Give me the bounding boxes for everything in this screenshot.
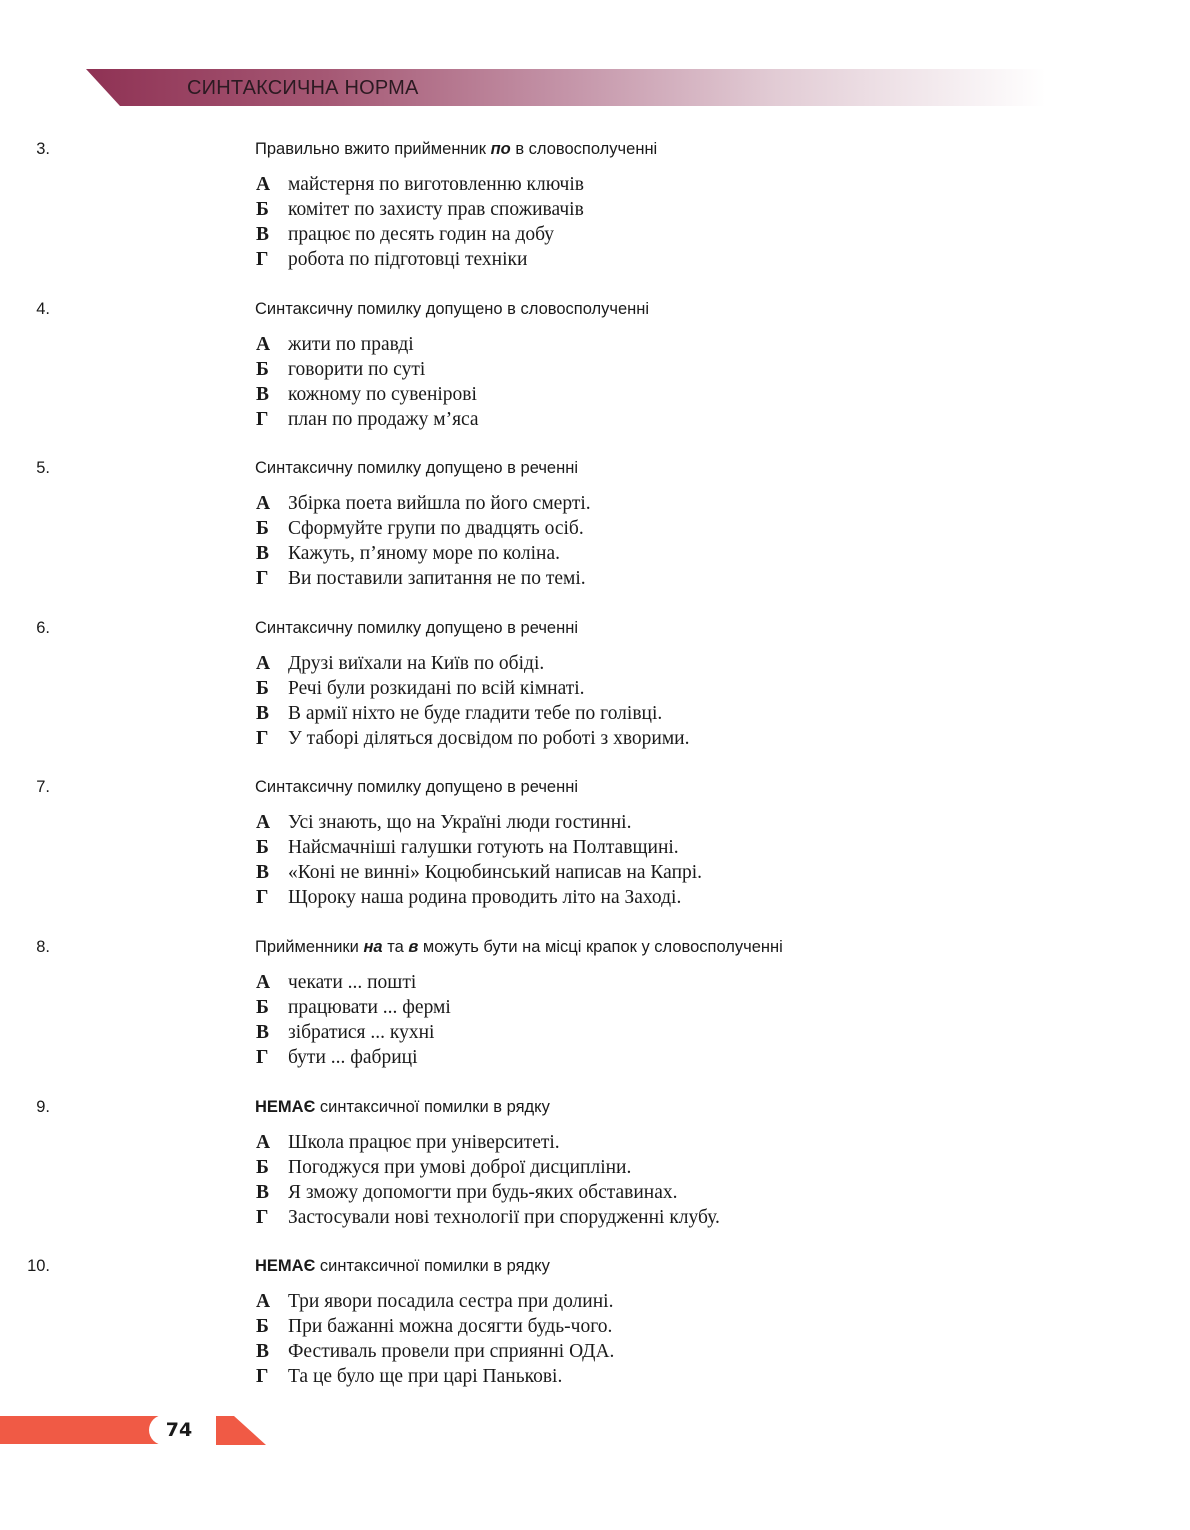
question-header [0, 1257, 1000, 1281]
option-letter: Г [256, 1047, 269, 1068]
option-letter: А [256, 174, 271, 195]
question-prompt: НЕМАЄ синтаксичної помилки в рядку [255, 1098, 550, 1116]
question-header [0, 1098, 1000, 1122]
option-v [256, 1339, 614, 1364]
preposition-keyword: на [363, 938, 383, 956]
option-v [256, 1020, 451, 1045]
option-h [256, 247, 584, 272]
option-letter: А [256, 493, 271, 514]
question-header [0, 300, 1000, 324]
answer-options [256, 172, 584, 272]
option-b [256, 676, 690, 701]
option-letter: Г [256, 1207, 269, 1228]
option-text: Три явори посадила сестра при долині. [288, 1291, 614, 1312]
option-letter: А [256, 653, 271, 674]
option-letter: А [256, 334, 271, 355]
question-header [0, 459, 1000, 483]
answer-options [256, 332, 479, 432]
option-letter: Б [256, 678, 269, 699]
option-h [256, 407, 479, 432]
option-a [256, 651, 690, 676]
option-letter: А [256, 1132, 271, 1153]
option-letter: Б [256, 997, 269, 1018]
answer-options [256, 810, 702, 910]
question-prompt: Правильно вжито прийменник по в словосполученні [255, 140, 658, 158]
option-a [256, 1130, 720, 1155]
option-letter: Г [256, 249, 269, 270]
section-title: СИНТАКСИЧНА НОРМА [187, 77, 419, 99]
option-h [256, 1045, 451, 1070]
option-text: працювати ... фермі [288, 997, 451, 1018]
question-prompt: Синтаксичну помилку допущено в словосполученні [255, 300, 650, 318]
option-b [256, 357, 479, 382]
option-text: майстерня по виготовленню ключів [288, 174, 584, 195]
option-b [256, 1155, 720, 1180]
option-text: Школа працює при університеті. [288, 1132, 560, 1153]
page-number: 74 [165, 1419, 193, 1441]
emphasis-word: НЕМАЄ [255, 1098, 316, 1116]
option-letter: В [256, 862, 270, 883]
option-text: Збірка поета вийшла по його смерті. [288, 493, 591, 514]
option-text: чекати ... пошті [288, 972, 417, 993]
option-text: кожному по сувенірові [288, 384, 477, 405]
answer-options [256, 651, 690, 751]
option-letter: В [256, 224, 270, 245]
option-v [256, 541, 591, 566]
footer-bar [0, 1416, 162, 1444]
option-letter: В [256, 703, 270, 724]
answer-options [256, 491, 591, 591]
option-letter: А [256, 972, 271, 993]
option-text: Фестиваль провели при сприянні ОДА. [288, 1341, 615, 1362]
option-h [256, 726, 690, 751]
option-letter: Г [256, 568, 269, 589]
option-text: Я зможу допомогти при будь-яких обставинах. [288, 1182, 678, 1203]
option-text: «Коні не винні» Коцюбинський написав на Капрі. [288, 862, 703, 883]
option-v [256, 701, 690, 726]
option-h [256, 566, 591, 591]
emphasis-word: НЕМАЄ [255, 1257, 316, 1275]
option-text: Усі знають, що на Україні люди гостинні. [288, 812, 632, 833]
option-letter: Г [256, 1366, 269, 1387]
option-letter: Г [256, 887, 269, 908]
option-text: план по продажу м’яса [288, 409, 479, 430]
option-text: При бажанні можна досягти будь-чого. [288, 1316, 613, 1337]
answer-options [256, 1289, 614, 1389]
option-h [256, 1364, 614, 1389]
question-number: 5. [36, 459, 50, 477]
question-header [0, 140, 1000, 164]
option-text: Та це було ще при царі Панькові. [288, 1366, 563, 1387]
question-number: 9. [36, 1098, 50, 1116]
option-a [256, 810, 702, 835]
footer-arrow-shape [216, 1416, 266, 1445]
option-letter: В [256, 1182, 270, 1203]
option-text: говорити по суті [288, 359, 426, 380]
question-prompt: Синтаксичну помилку допущено в реченні [255, 459, 578, 477]
option-b [256, 516, 591, 541]
option-letter: В [256, 1341, 270, 1362]
option-a [256, 1289, 614, 1314]
option-text: У таборі діляться досвідом по роботі з хворими. [288, 728, 690, 749]
question-prompt: НЕМАЄ синтаксичної помилки в рядку [255, 1257, 550, 1275]
option-v [256, 860, 702, 885]
option-text: робота по підготовці техніки [288, 249, 528, 270]
question-number: 4. [36, 300, 50, 318]
option-text: В армії ніхто не буде гладити тебе по голівці. [288, 703, 663, 724]
option-text: Погоджуся при умові доброї дисципліни. [288, 1157, 632, 1178]
answer-options [256, 1130, 720, 1230]
option-text: комітет по захисту прав споживачів [288, 199, 584, 220]
question-number: 8. [36, 938, 50, 956]
option-letter: В [256, 1022, 270, 1043]
question-prompt: Прийменники на та в можуть бути на місці крапок у словосполученні [255, 938, 783, 956]
question-header [0, 619, 1000, 643]
option-text: жити по правді [288, 334, 414, 355]
question-header [0, 778, 1000, 802]
option-text: зібратися ... кухні [288, 1022, 435, 1043]
option-text: Сформуйте групи по двадцять осіб. [288, 518, 584, 539]
option-letter: А [256, 1291, 271, 1312]
option-letter: В [256, 543, 270, 564]
option-text: Друзі виїхали на Київ по обіді. [288, 653, 545, 674]
option-text: бути ... фабриці [288, 1047, 418, 1068]
question-header [0, 938, 1000, 962]
option-a [256, 970, 451, 995]
option-letter: Б [256, 1316, 269, 1337]
option-letter: Г [256, 409, 269, 430]
option-letter: Г [256, 728, 269, 749]
question-prompt: Синтаксичну помилку допущено в реченні [255, 619, 578, 637]
option-text: Речі були розкидані по всій кімнаті. [288, 678, 585, 699]
option-h [256, 885, 702, 910]
option-text: Щороку наша родина проводить літо на Заході. [288, 887, 682, 908]
option-letter: Б [256, 359, 269, 380]
question-number: 7. [36, 778, 50, 796]
option-letter: Б [256, 837, 269, 858]
option-b [256, 835, 702, 860]
preposition-keyword: по [490, 140, 511, 158]
option-letter: Б [256, 1157, 269, 1178]
option-letter: Б [256, 518, 269, 539]
option-letter: А [256, 812, 271, 833]
option-text: Застосували нові технології при спорудженні клубу. [288, 1207, 720, 1228]
question-prompt: Синтаксичну помилку допущено в реченні [255, 778, 578, 796]
option-letter: В [256, 384, 270, 405]
option-text: Найсмачніші галушки готують на Полтавщині. [288, 837, 679, 858]
question-number: 10. [27, 1257, 50, 1275]
option-v [256, 222, 584, 247]
option-text: Ви поставили запитання не по темі. [288, 568, 586, 589]
answer-options [256, 970, 451, 1070]
option-v [256, 1180, 720, 1205]
option-a [256, 332, 479, 357]
option-text: працює по десять годин на добу [288, 224, 555, 245]
preposition-keyword: в [408, 938, 419, 956]
option-b [256, 995, 451, 1020]
question-number: 3. [36, 140, 50, 158]
option-a [256, 172, 584, 197]
option-v [256, 382, 479, 407]
option-h [256, 1205, 720, 1230]
option-a [256, 491, 591, 516]
option-text: Кажуть, п’яному море по коліна. [288, 543, 560, 564]
question-number: 6. [36, 619, 50, 637]
option-letter: Б [256, 199, 269, 220]
option-b [256, 197, 584, 222]
option-b [256, 1314, 614, 1339]
